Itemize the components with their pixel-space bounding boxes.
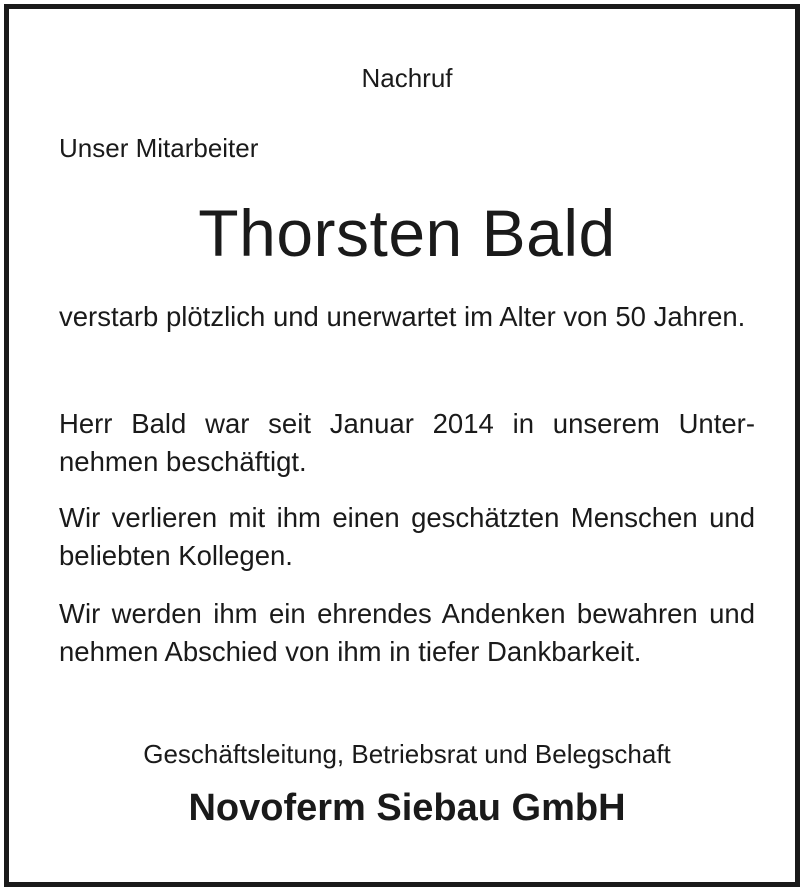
obituary-frame xyxy=(4,4,800,887)
deceased-name: Thorsten Bald xyxy=(198,196,616,270)
intro-text: Unser Mitarbeiter xyxy=(59,133,259,163)
company-name: Novoferm Siebau GmbH xyxy=(188,787,626,829)
paragraph-death: verstarb plötzlich und unerwartet im Alter von 50 Jahren. xyxy=(59,301,746,332)
paragraph-farewell: Wir werden ihm ein ehrendes Andenken bewahren und nehmen Abschied von ihm in tiefer Dankbarkeit. xyxy=(59,598,755,667)
signers-line: Geschäftsleitung, Betriebsrat und Belegschaft xyxy=(143,739,671,769)
notice-title: Nachruf xyxy=(361,63,453,93)
paragraph-loss: Wir verlieren mit ihm einen geschätzten Menschen und beliebten Kollegen. xyxy=(59,502,755,571)
paragraph-employment: Herr Bald war seit Januar 2014 in unserem Unternehmen beschäftigt. xyxy=(59,408,755,477)
